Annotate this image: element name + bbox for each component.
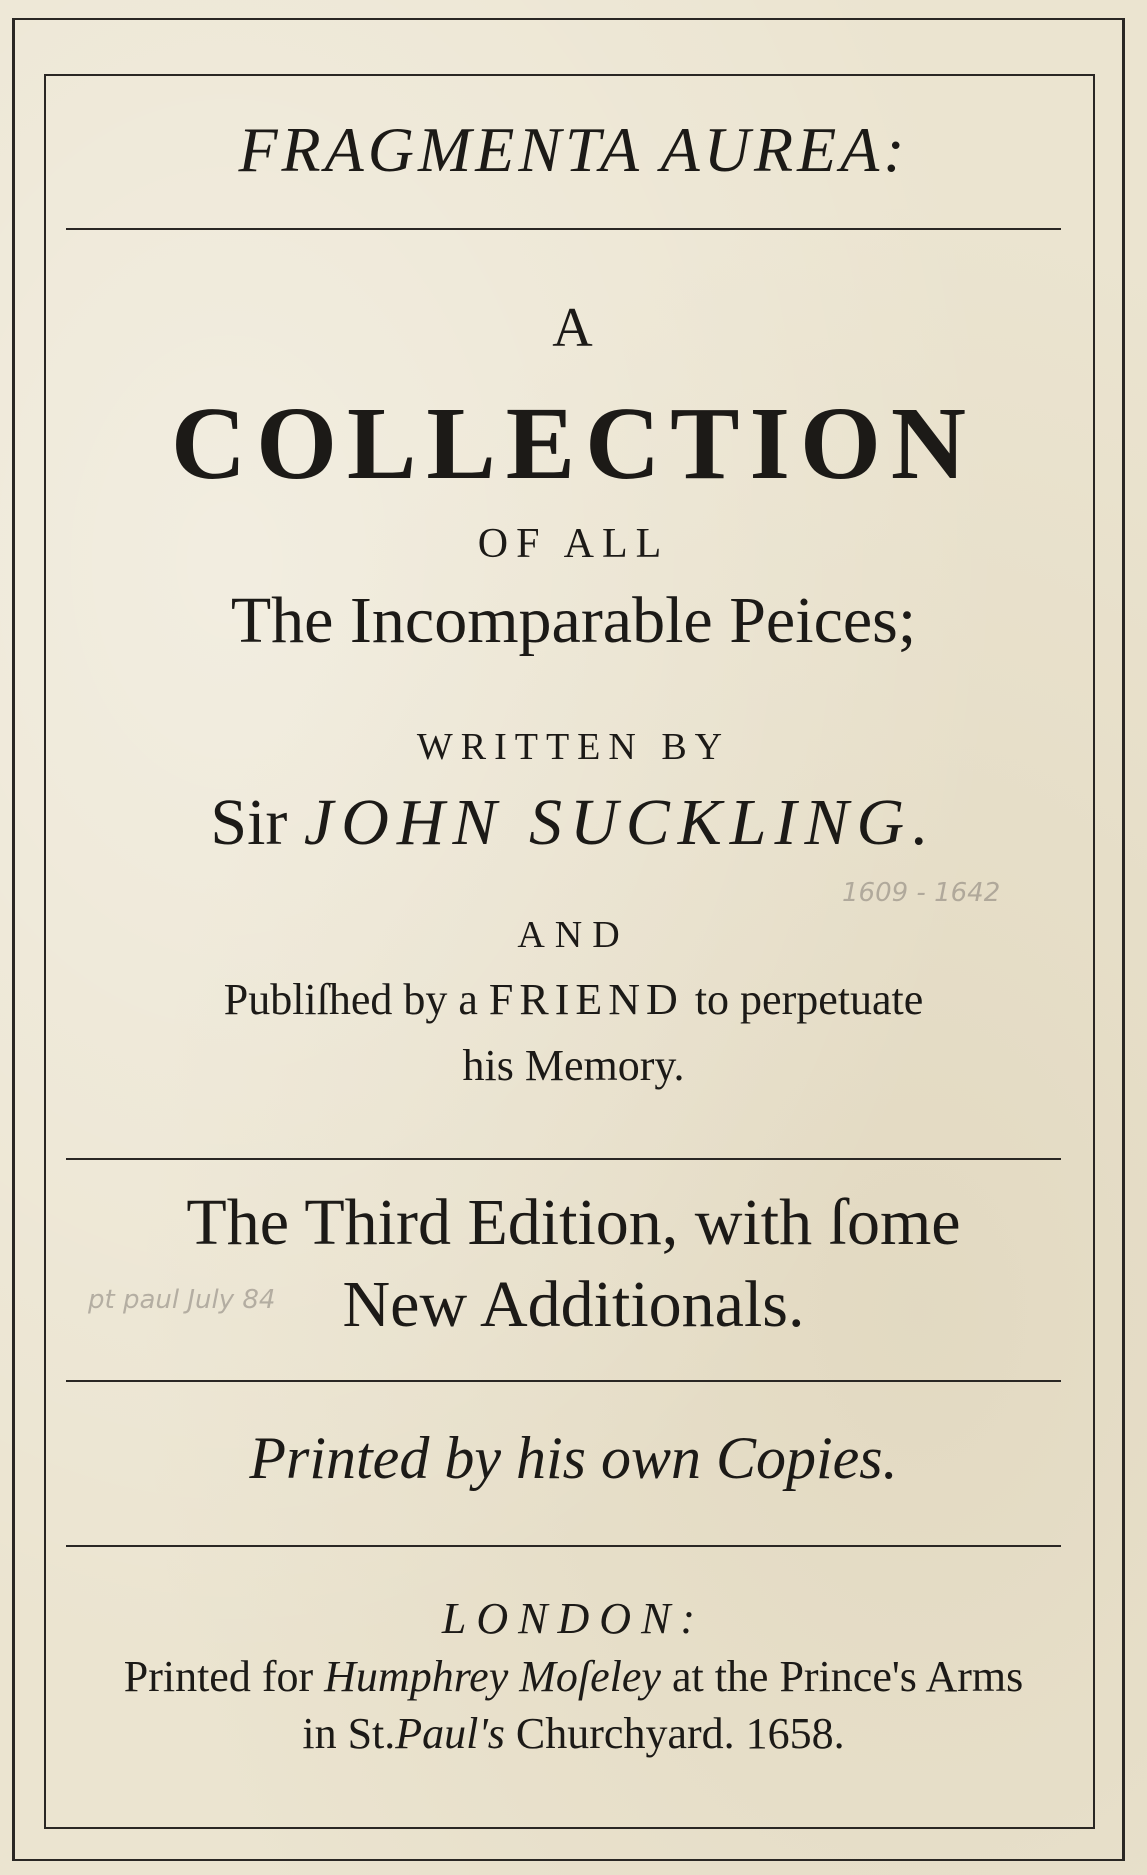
imprint-paul: Paul's: [395, 1709, 505, 1758]
imprint-city: LONDON:: [441, 1594, 706, 1643]
author-line: [0, 786, 1147, 859]
rule-divider-1: [66, 228, 1061, 230]
published-pre: Publiſhed by a: [223, 975, 478, 1024]
title-collection: COLLECTION: [170, 386, 977, 501]
memory-line: his Memory.: [462, 1041, 685, 1090]
imprint-line-1: [0, 1652, 1147, 1701]
edition-line-2: New Additionals.: [342, 1268, 805, 1341]
main-title: FRAGMENTA AUREA:: [238, 114, 909, 185]
rule-divider-3: [66, 1380, 1061, 1382]
rule-divider-2: [66, 1158, 1061, 1160]
title-of-all: OF ALL: [477, 521, 670, 567]
imprint-printed-for: Printed for: [123, 1652, 314, 1701]
pencil-annotation-side: pt paul July 84: [88, 1285, 276, 1315]
and-line: AND: [517, 914, 630, 956]
author-name: JOHN SUCKLING.: [303, 786, 937, 859]
imprint-address: at the Prince's Arms: [671, 1652, 1024, 1701]
published-post: to perpetuate: [694, 975, 924, 1024]
title-incomparable: The Incomparable Peices;: [230, 584, 917, 657]
imprint-line-2: [0, 1709, 1147, 1758]
printed-by-copies: Printed by his own Copies.: [249, 1425, 898, 1491]
imprint-printer: Humphrey Moſeley: [324, 1652, 661, 1701]
edition-line-1: The Third Edition, with ſome: [186, 1186, 961, 1259]
pencil-annotation-dates: 1609 - 1642: [842, 878, 1001, 908]
imprint-in-st: in St.: [302, 1709, 396, 1758]
author-prefix: Sir: [210, 786, 288, 859]
written-by: WRITTEN BY: [416, 726, 731, 768]
rule-divider-4: [66, 1545, 1061, 1547]
published-line: [0, 975, 1147, 1024]
published-friend: FRIEND: [488, 975, 684, 1024]
imprint-churchyard-date: Churchyard. 1658.: [515, 1709, 845, 1758]
title-article: A: [552, 297, 595, 359]
